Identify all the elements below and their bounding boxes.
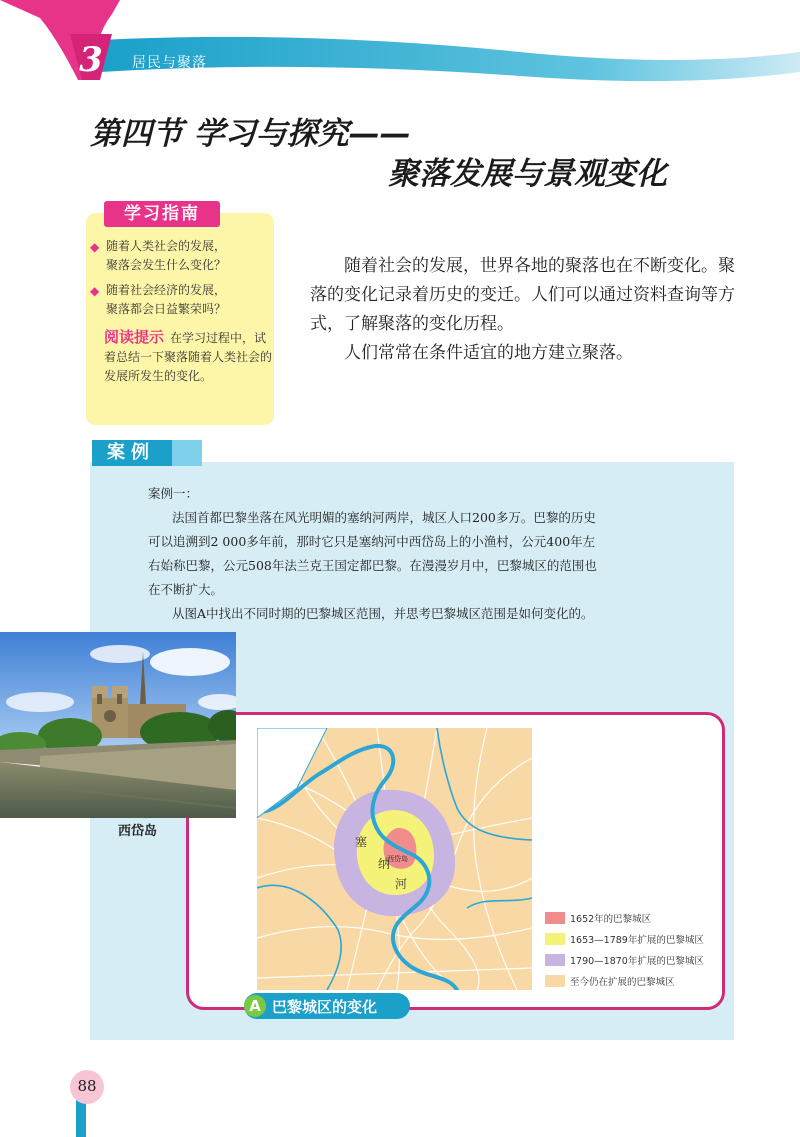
reading-hint-text: 在学习过程中，试着总结一下聚落随着人类社会的发展所发生的变化。 <box>104 331 273 383</box>
guide-question-1 <box>90 237 270 277</box>
guide-question-2 <box>90 281 270 321</box>
case-line-4: 在不断扩大。 <box>148 582 224 597</box>
guide-question-2-line2: 聚落都会日益繁荣吗？ <box>106 302 227 316</box>
legend-label-current: 至今仍在扩展的巴黎城区 <box>570 977 675 988</box>
reading-hint <box>104 328 274 386</box>
case-tab-stripe <box>172 440 202 466</box>
map-river-label-3: 河 <box>395 877 408 891</box>
paris-expansion-map <box>257 728 532 990</box>
study-guide-tab: 学习指南 <box>104 201 220 227</box>
case-line-2: 可以追溯到2 000多年前，那时它只是塞纳河中西岱岛上的小渔村，公元400年左 <box>148 534 596 549</box>
case-tab-label: 案例 <box>107 442 155 463</box>
legend-swatch-1653-1789 <box>545 933 565 945</box>
map-river-label-2: 纳 <box>378 857 391 871</box>
chapter-title: 居民与聚落 <box>132 55 207 71</box>
case-line-1: 法国首都巴黎坐落在风光明媚的塞纳河两岸，城区人口200多万。巴黎的历史 <box>172 510 596 525</box>
case-heading: 案例一： <box>148 486 199 501</box>
diamond-bullet-icon: ◆ <box>90 284 100 298</box>
intro-paragraph-1: 随着社会的发展，世界各地的聚落也在不断变化。聚落的变化记录着历史的变迁。人们可以通过资料查询等方式，了解聚落的变化历程。 <box>310 256 735 334</box>
legend-swatch-current <box>545 975 565 987</box>
legend-label-1653-1789: 1653—1789年扩展的巴黎城区 <box>570 935 704 946</box>
ile-de-la-cite-photo <box>0 632 236 818</box>
map-island-label: 西岱岛 <box>387 855 408 863</box>
diamond-bullet-icon: ◆ <box>90 240 100 254</box>
chapter-number: 3 <box>79 40 103 80</box>
guide-question-2-line1: 随着社会经济的发展， <box>106 283 227 297</box>
case-line-5: 从图A中找出不同时期的巴黎城区范围，并思考巴黎城区范围是如何变化的。 <box>172 606 594 621</box>
legend-label-1652: 1652年的巴黎城区 <box>570 914 652 925</box>
legend-swatch-1790-1870 <box>545 954 565 966</box>
map-caption-letter: A <box>244 995 266 1017</box>
map-caption-text: 巴黎城区的变化 <box>272 998 378 1016</box>
page-number: 88 <box>77 1077 97 1095</box>
section-title-line2: 聚落发展与景观变化 <box>388 156 667 192</box>
map-river-label-1: 塞 <box>355 835 368 849</box>
case-line-3: 右始称巴黎，公元508年法兰克王国定都巴黎。在漫漫岁月中，巴黎城区的范围也 <box>148 558 597 573</box>
legend-label-1790-1870: 1790—1870年扩展的巴黎城区 <box>570 956 704 967</box>
photo-caption: 西岱岛 <box>118 824 158 839</box>
intro-paragraph-2: 人们常常在条件适宜的地方建立聚落。 <box>344 343 633 363</box>
chapter-header-band <box>0 0 800 100</box>
reading-hint-label: 阅读提示 <box>104 328 165 346</box>
guide-question-1-line1: 随着人类社会的发展， <box>106 239 227 253</box>
legend-swatch-1652 <box>545 912 565 924</box>
guide-question-1-line2: 聚落会发生什么变化？ <box>106 258 227 272</box>
section-title-line1: 第四节 学习与探究—— <box>90 116 411 152</box>
